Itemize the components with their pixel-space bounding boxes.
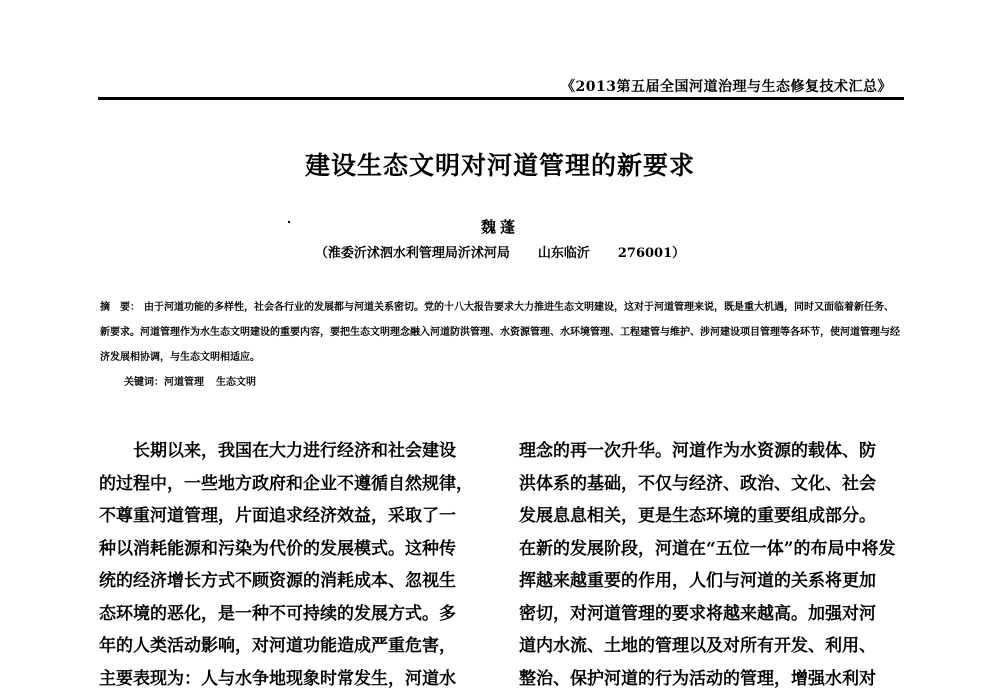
body-line: 整治、保护河道的行为活动的管理，增强水利对 (519, 663, 905, 695)
header-rule (98, 97, 904, 100)
body-line: 洪体系的基础，不仅与经济、政治、文化、社会 (519, 468, 905, 501)
body-line: 发展息息相关，更是生态环境的重要组成部分。 (519, 500, 905, 533)
journal-header: 《2013第五届全国河道治理与生态修复技术汇总》 (561, 76, 892, 96)
body-line: 道内水流、土地的管理以及对所有开发、利用、 (519, 630, 905, 663)
abstract-text: 由于河道功能的多样性，社会各行业的发展都与河道关系密切。党的十八大报告要求大力推进生态文明建设，这对于河道管理来说，既是重大机遇，同时又面临着新任务、新要求。河道管理作为水生态文明建设的重要内容，要把生态文明理念融入河道防洪管理、水资源管理、水环境管理、工程建管与维护、涉河建设项目管理等各环节，使河道管理与经济发展相协调，与生态文明相适应。 (100, 302, 900, 363)
body-line: 主要表现为：人与水争地现象时常发生，河道水 (99, 663, 485, 695)
affiliation-org: （淮委沂沭泗水利管理局沂沭河局 (315, 246, 510, 261)
body-line: 长期以来，我国在大力进行经济和社会建设 (99, 435, 485, 468)
abstract-label: 摘 要： (100, 302, 140, 313)
body-line: 态环境的恶化，是一种不可持续的发展方式。多 (99, 598, 485, 631)
body-line: 的过程中，一些地方政府和企业不遵循自然规律， (99, 468, 485, 501)
body-left-column (99, 435, 485, 695)
body-line: 年的人类活动影响，对河道功能造成严重危害， (99, 630, 485, 663)
keywords (124, 373, 268, 388)
body-line: 在新的发展阶段，河道在“五位一体”的布局中将发 (519, 533, 905, 566)
body-line: 种以消耗能源和污染为代价的发展模式。这种传 (99, 533, 485, 566)
body-line: 理念的再一次升华。河道作为水资源的载体、防 (519, 435, 905, 468)
keyword-item: 生态文明 (216, 377, 256, 388)
keyword-item: 河道管理 (164, 377, 204, 388)
affiliation-postcode: 276001） (618, 246, 685, 261)
body-line: 挥越来越重要的作用，人们与河道的关系将更加 (519, 565, 905, 598)
article-title: 建设生态文明对河道管理的新要求 (0, 146, 1000, 182)
body-line: 不尊重河道管理，片面追求经济效益，采取了一 (99, 500, 485, 533)
abstract (100, 295, 900, 370)
body-line: 统的经济增长方式不顾资源的消耗成本、忽视生 (99, 565, 485, 598)
author-affiliation (0, 242, 1000, 261)
keywords-label: 关键词： (124, 377, 164, 388)
body-right-column (519, 435, 905, 695)
affiliation-location: 山东临沂 (538, 246, 590, 261)
body-line: 密切，对河道管理的要求将越来越高。加强对河 (519, 598, 905, 631)
author-name: 魏蓬 (0, 216, 1000, 237)
